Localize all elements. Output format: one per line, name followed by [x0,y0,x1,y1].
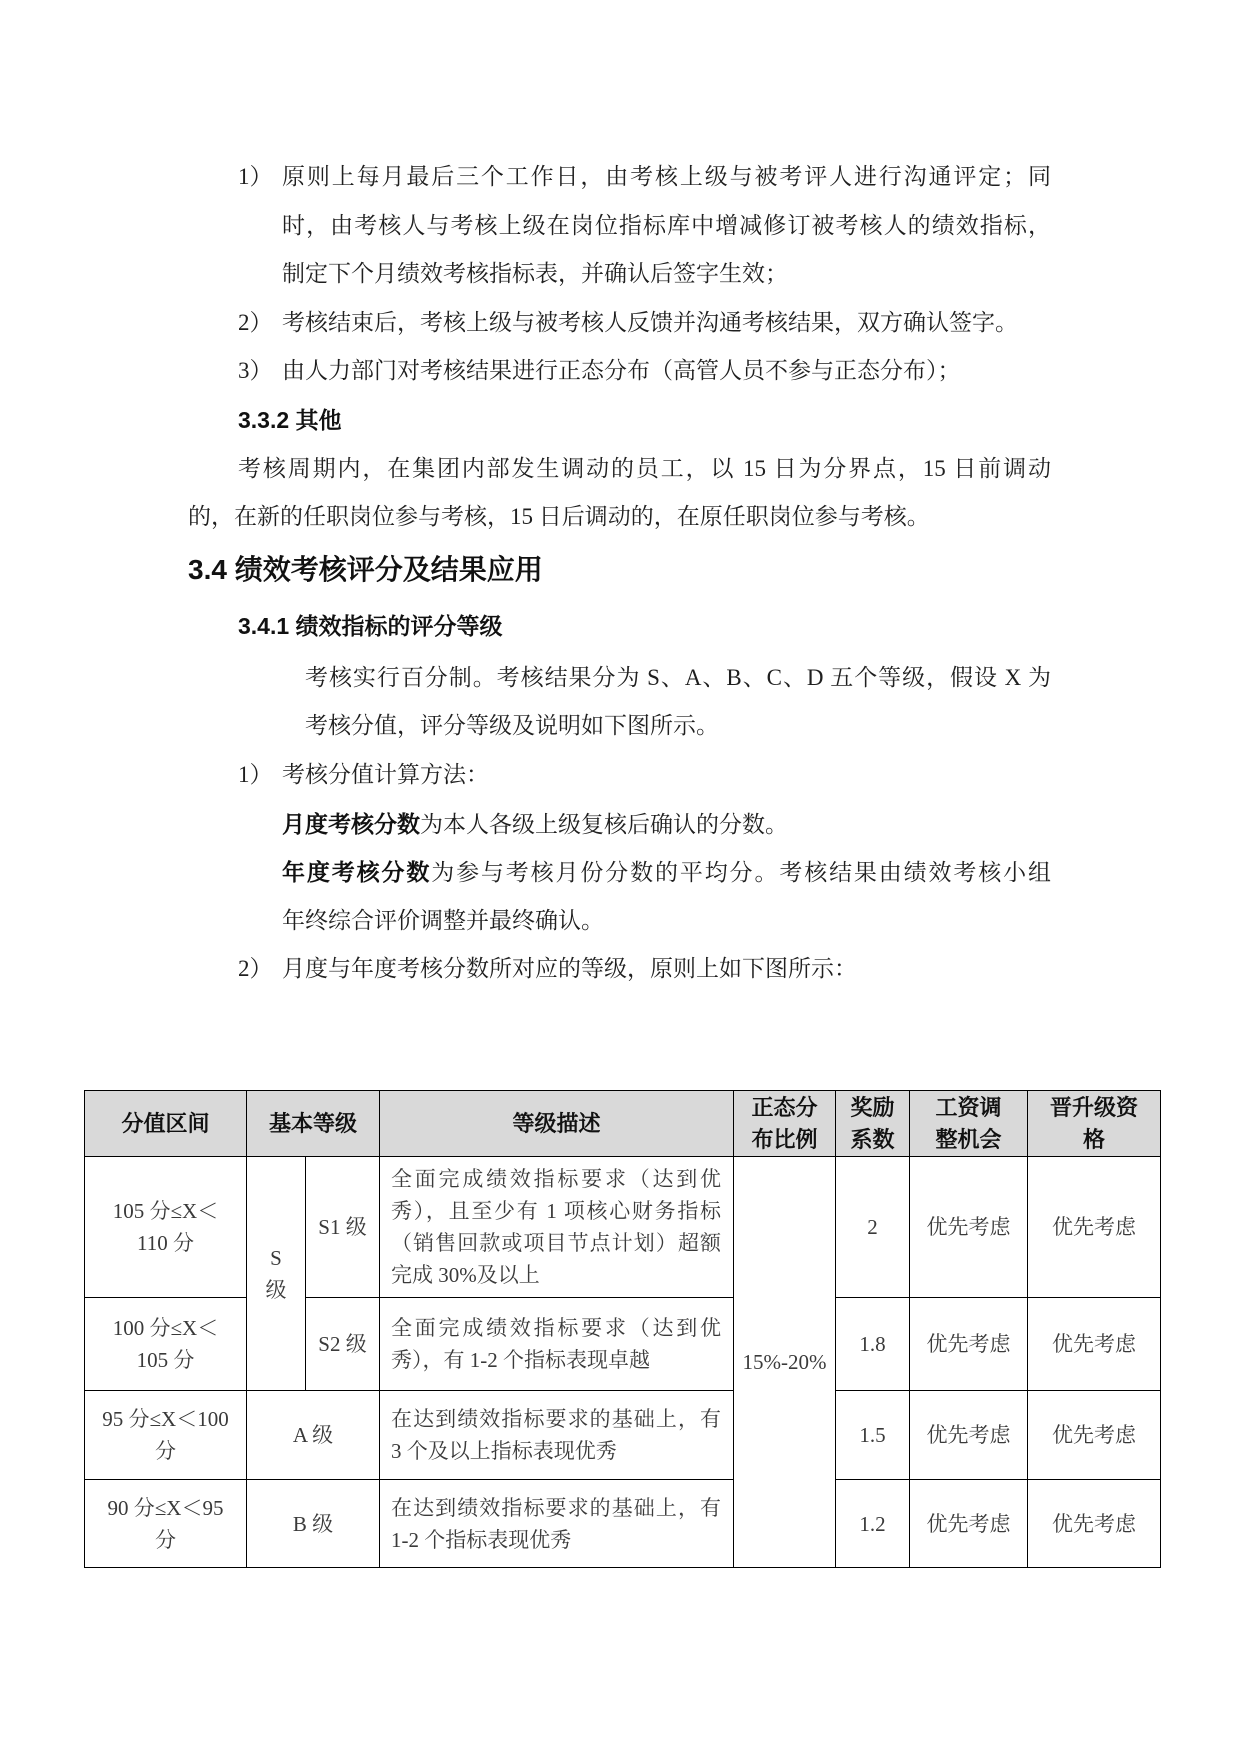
header-label: 系数 [850,1126,895,1152]
score-range-cell [85,1298,247,1391]
list-item [238,347,1051,396]
document-body [0,153,1241,994]
header-basic-grade [247,1091,380,1157]
table-row [85,1298,1161,1391]
grade-description-cell [380,1391,734,1480]
cell-line: 100 分≤X＜ [112,1316,219,1340]
cell-line: 3 个及以上指标表现优秀 [391,1439,617,1463]
cell-line: 完成 30%及以上 [391,1263,540,1287]
header-label: 分值区间 [121,1110,210,1136]
cell-line: 分 [155,1439,176,1463]
list-item-line: 时，由考核人与考核上级在岗位指标库中增减修订被考核人的绩效指标， [282,212,1051,238]
sub-grade-cell: S1 级 [306,1157,380,1298]
grade-cell: A 级 [247,1391,380,1480]
cell-line: 1-2 个指标表现优秀 [391,1527,572,1552]
list-number: 3） [238,358,273,384]
sub-grade-cell: S2 级 [306,1298,380,1391]
list-item [238,299,1051,348]
cell-line: 级 [265,1277,287,1302]
table-row [85,1157,1161,1298]
cell-line: 分 [155,1527,176,1552]
grade-cell: B 级 [247,1480,380,1568]
cell-line: S [270,1245,282,1270]
score-range-cell [85,1391,247,1480]
bonus-coefficient-cell: 2 [836,1157,910,1298]
paragraph-line: 的，在新的任职岗位参与考核，15 日后调动的，在原任职岗位参与考核。 [188,504,930,530]
header-label: 奖励 [850,1094,895,1120]
promotion-eligibility-cell: 优先考虑 [1028,1157,1161,1298]
distribution-cell: 15%-20% [734,1157,836,1568]
list-item-line: 制定下个月绩效考核指标表，并确认后签字生效； [282,261,788,287]
list-item-line: 原则上每月最后三个工作日，由考核上级与被考评人进行沟通评定；同 [282,164,1051,189]
promotion-eligibility-cell: 优先考虑 [1028,1298,1161,1391]
bonus-coefficient-cell: 1.2 [836,1480,910,1568]
cell-line: 秀），且至少有 1 项核心财务指标 [391,1199,722,1223]
grade-s-cell [247,1157,306,1391]
grade-description-cell [380,1480,734,1568]
header-label: 正态分 [751,1094,818,1120]
header-label: 等级描述 [512,1110,601,1136]
header-score-range [85,1091,247,1157]
grade-table [84,1090,1161,1568]
annual-score-text: 为参与考核月份分数的平均分。考核结果由绩效考核小组 [431,860,1052,886]
salary-adjustment-cell: 优先考虑 [910,1298,1028,1391]
header-label: 整机会 [935,1126,1002,1152]
header-label: 布比例 [751,1126,818,1152]
grade-description-cell [380,1298,734,1391]
list-item [238,751,1051,800]
cell-line: 全面完成绩效指标要求（达到优 [391,1316,722,1340]
cell-line: 105 分 [136,1348,195,1372]
salary-adjustment-cell: 优先考虑 [910,1391,1028,1480]
annual-score-line [282,848,1051,897]
table-row [85,1480,1161,1568]
annual-score-line: 年终综合评价调整并最终确认。 [282,907,604,933]
cell-line: 秀），有 1-2 个指标表现卓越 [391,1348,651,1372]
salary-adjustment-cell: 优先考虑 [910,1480,1028,1568]
list-number: 1） [238,164,273,189]
header-salary-adjustment [910,1091,1028,1157]
section-heading-3-3-2: 3.3.2 其他 [238,406,342,433]
cell-line: 95 分≤X＜100 [102,1407,229,1431]
bonus-coefficient-cell: 1.5 [836,1391,910,1480]
score-range-cell [85,1157,247,1298]
list-number: 2） [238,956,273,982]
header-label: 基本等级 [269,1110,358,1136]
score-range-cell [85,1480,247,1568]
section-heading-3-4-1: 3.4.1 绩效指标的评分等级 [238,612,503,639]
table-row [85,1391,1161,1480]
annual-score-term: 年度考核分数 [282,859,432,886]
list-item-line: 考核结束后，考核上级与被考核人反馈并沟通考核结果，双方确认签字。 [282,309,1018,335]
cell-line: 90 分≤X＜95 [107,1495,224,1520]
paragraph-line: 考核周期内，在集团内部发生调动的员工，以 15 日为分界点，15 日前调动 [238,455,1051,481]
list-item-line: 月度与年度考核分数所对应的等级，原则上如下图所示： [282,956,857,982]
section-heading-3-4: 3.4 绩效考核评分及结果应用 [188,553,543,585]
monthly-score-term: 月度考核分数 [282,810,420,837]
promotion-eligibility-cell: 优先考虑 [1028,1480,1161,1568]
list-item-line: 由人力部门对考核结果进行正态分布（高管人员不参与正态分布）； [282,358,961,384]
cell-line: 在达到绩效指标要求的基础上，有 [391,1407,722,1431]
list-number: 1） [238,761,273,787]
cell-line: （销售回款或项目节点计划）超额 [391,1231,722,1255]
grade-description-cell [380,1157,734,1298]
header-label: 晋升级资 [1050,1094,1139,1120]
monthly-score-text: 为本人各级上级复核后确认的分数。 [420,811,788,837]
header-label: 格 [1083,1126,1106,1152]
list-number: 2） [238,309,273,335]
cell-line: 110 分 [137,1231,194,1255]
header-label: 工资调 [935,1094,1002,1120]
paragraph-line: 考核分值，评分等级及说明如下图所示。 [305,713,719,739]
list-item [238,945,1051,994]
header-promotion-eligibility [1028,1091,1161,1157]
header-grade-description [380,1091,734,1157]
monthly-score-line [282,800,1051,849]
bonus-coefficient-cell: 1.8 [836,1298,910,1391]
promotion-eligibility-cell: 优先考虑 [1028,1391,1161,1480]
list-item [238,153,1051,299]
salary-adjustment-cell: 优先考虑 [910,1157,1028,1298]
header-distribution [734,1091,836,1157]
list-item-line: 考核分值计算方法： [282,761,489,787]
cell-line: 全面完成绩效指标要求（达到优 [391,1167,722,1191]
paragraph-line: 考核实行百分制。考核结果分为 S、A、B、C、D 五个等级，假设 X 为 [305,664,1051,690]
table-header-row [85,1091,1161,1157]
header-bonus-coefficient [836,1091,910,1157]
cell-line: 在达到绩效指标要求的基础上，有 [391,1495,722,1520]
cell-line: 105 分≤X＜ [112,1199,219,1223]
